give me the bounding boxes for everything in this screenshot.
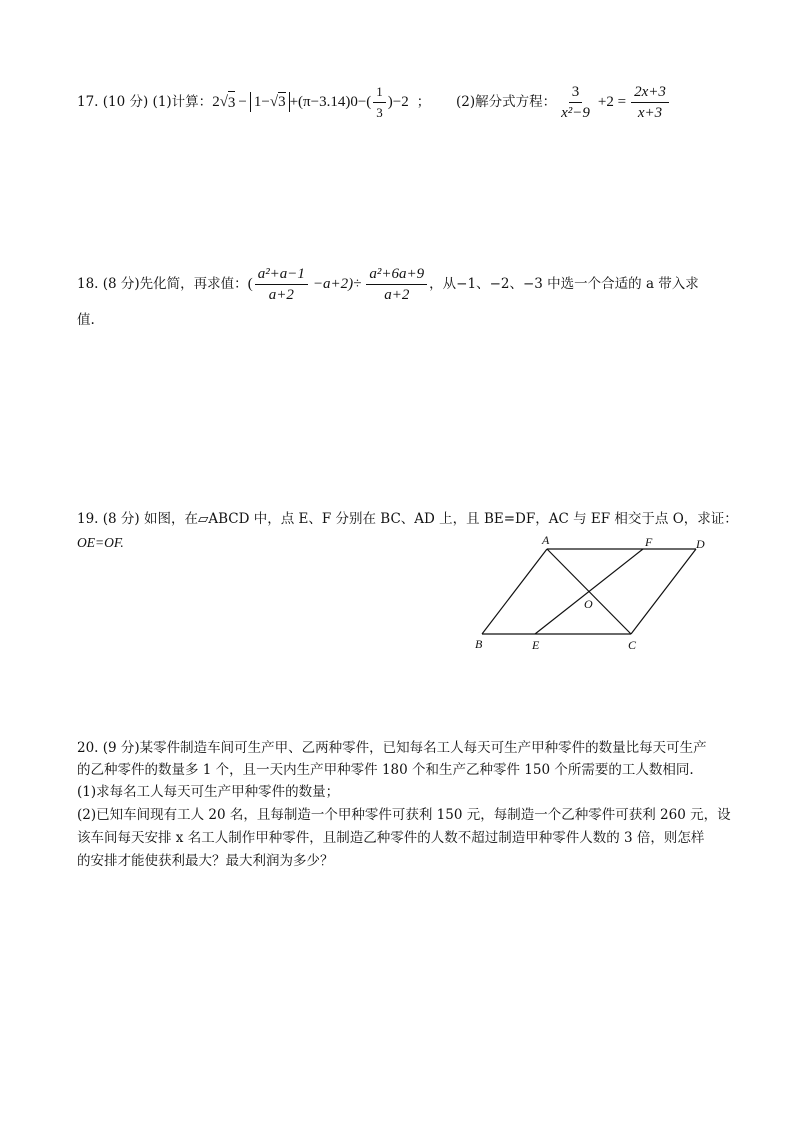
side-ab bbox=[482, 549, 547, 634]
fraction-denominator: a+2 bbox=[268, 286, 294, 303]
q18-line1 bbox=[77, 264, 699, 304]
abs-inner: 1− bbox=[253, 94, 270, 110]
q17-eq-right-fraction bbox=[631, 83, 669, 122]
segment-ef bbox=[535, 549, 643, 634]
sqrt-sign: √ bbox=[219, 94, 228, 110]
parallelogram-figure bbox=[470, 530, 720, 658]
fraction-denominator: x²−9 bbox=[561, 104, 590, 121]
q17-expr1-pi-exp: 0 bbox=[350, 94, 358, 110]
q17-expr1-end: ； bbox=[416, 94, 431, 110]
q20-line5: 该车间每天安排 x 名工人制作甲种零件，且制造乙种零件的人数不超过制造甲种零件人数的 3 倍，则怎样 bbox=[77, 830, 705, 846]
side-dc bbox=[631, 549, 696, 634]
q17-label: 17. (10 分) (1)计算： bbox=[77, 94, 213, 110]
q18-label: 18. (8 分)先化简，再求值： bbox=[77, 276, 248, 292]
q20-line6: 的安排才能使获利最大？最大利润为多少？ bbox=[77, 853, 334, 869]
q18-line2: 值. bbox=[77, 312, 95, 328]
q18-fraction-1 bbox=[255, 265, 308, 304]
q20-line3: (1)求每名工人每天可生产甲种零件的数量； bbox=[77, 784, 340, 800]
q18-middle: −a+2)÷ bbox=[312, 276, 362, 292]
q17-expr1-paren: −( bbox=[357, 94, 372, 110]
q17-expr1-close: ) bbox=[387, 94, 393, 110]
q17-part2 bbox=[456, 84, 671, 120]
point-label-d: D bbox=[696, 537, 705, 551]
point-label-e: E bbox=[532, 638, 540, 652]
q17-expr1-fraction bbox=[373, 83, 386, 122]
fraction-numerator: 2x+3 bbox=[631, 83, 669, 103]
point-label-c: C bbox=[628, 638, 637, 652]
fraction-numerator: 1 bbox=[373, 83, 386, 103]
abs-radicand: 3 bbox=[278, 94, 286, 110]
q17-expr1-radicand: 3 bbox=[228, 91, 236, 113]
q17-expr1-abs bbox=[250, 92, 290, 112]
fraction-numerator: a²+6a+9 bbox=[366, 265, 427, 285]
q17-eq-plus: +2 = bbox=[597, 94, 627, 110]
fraction-denominator: x+3 bbox=[637, 104, 663, 121]
q18-fraction-2 bbox=[366, 265, 427, 304]
point-label-a: A bbox=[542, 533, 550, 547]
fraction-numerator: 3 bbox=[569, 83, 583, 103]
sqrt-sign: √ bbox=[269, 94, 279, 110]
q19-line2: OE=OF. bbox=[77, 535, 124, 550]
point-label-b: B bbox=[475, 637, 483, 651]
q17-line bbox=[77, 83, 431, 120]
q17-part2-label: (2)解分式方程： bbox=[456, 94, 557, 110]
q20-line2: 的乙种零件的数量多 1 个，且一天内生产甲种零件 180 个和生产乙种零件 150 个所需要的工人数相同. bbox=[77, 762, 694, 778]
q17-expr1-coef: 2 bbox=[212, 94, 220, 110]
q17-expr1-minus: − bbox=[238, 94, 247, 110]
fraction-numerator: a²+a−1 bbox=[255, 265, 308, 285]
q17-eq-left-fraction bbox=[558, 83, 593, 122]
point-label-o: O bbox=[584, 597, 593, 611]
point-label-f: F bbox=[645, 535, 653, 549]
q20-line4: (2)已知车间现有工人 20 名，且每制造一个甲种零件可获利 150 元，每制造一个乙种零件可获利 260 元，设 bbox=[77, 807, 731, 823]
q17-expr1-pi-term: +(π−3.14) bbox=[289, 94, 351, 110]
q17-expr1-exp: −2 bbox=[392, 94, 409, 110]
q18-tail: ，从−1、−2、−3 中选一个合适的 a 带入求 bbox=[429, 276, 699, 292]
q20-line1: 20. (9 分)某零件制造车间可生产甲、乙两种零件，已知每名工人每天可生产甲种零件的数量比每天可生产 bbox=[77, 740, 707, 756]
q19-line1: 19. (8 分) 如图，在▱ABCD 中，点 E、F 分别在 BC、AD 上，且 BE=DF，AC 与 EF 相交于点 O，求证： bbox=[77, 511, 738, 527]
fraction-denominator: 3 bbox=[376, 104, 383, 120]
fraction-denominator: a+2 bbox=[384, 286, 410, 303]
q18-open-paren: ( bbox=[247, 276, 253, 292]
